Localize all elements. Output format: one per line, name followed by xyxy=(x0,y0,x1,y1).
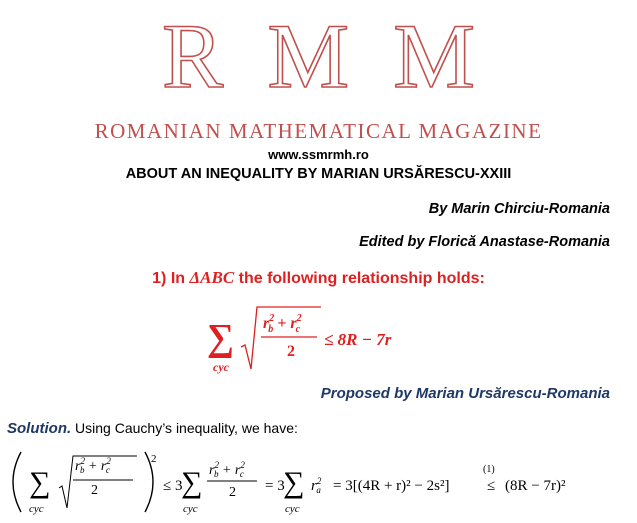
solution-intro xyxy=(7,420,298,437)
leq-3: ≤ 3 xyxy=(163,478,183,494)
leq-sign: ≤ xyxy=(487,478,496,494)
logo-letter-m1: M xyxy=(267,5,350,107)
numerator: $r^2$ $b + r^2$ c xyxy=(263,313,302,335)
left-paren xyxy=(13,452,21,512)
editor-line: Edited by Florică Anastase-Romania xyxy=(359,234,610,250)
cyc-3: cyc xyxy=(285,503,300,515)
triangle-abc: ΔABC xyxy=(189,268,235,287)
problem-prefix: 1) In xyxy=(152,270,190,287)
author-line: By Marin Chirciu-Romania xyxy=(428,201,610,217)
reference-1: (1) xyxy=(483,464,495,475)
denominator-2: 2 xyxy=(229,485,236,500)
magazine-name: ROMANIAN MATHEMATICAL MAGAZINE xyxy=(94,119,543,143)
solution-label: Solution. xyxy=(7,420,72,437)
equality-expression: = 3[(4R + r)² − 2s²] xyxy=(333,478,450,494)
problem-suffix: the following relationship holds: xyxy=(234,270,485,287)
ra-squared: $r^2$ a xyxy=(311,476,322,495)
cyc-2: cyc xyxy=(183,503,198,515)
rhs: ≤ 8R − 7r xyxy=(324,330,392,349)
logo-rmm xyxy=(0,5,637,107)
solution-text: Using Cauchy’s inequality, we have: xyxy=(71,420,298,436)
sum-sign: ∑ xyxy=(207,317,235,359)
numerator-1: $r^2$ $b + r^2$ c xyxy=(75,456,111,475)
solution-inequality xyxy=(7,448,627,520)
sum-cyc: cyc xyxy=(213,360,229,374)
logo-letter-m2: M xyxy=(393,5,475,107)
final-expression: (8R − 7r)² xyxy=(505,478,566,494)
sum-sign-3: ∑ xyxy=(283,466,305,499)
article-title: ABOUT AN INEQUALITY BY MARIAN URSĂRESCU-XXIII xyxy=(125,166,512,182)
problem-inequality xyxy=(205,303,435,378)
proposed-by: Proposed by Marian Ursărescu-Romania xyxy=(320,385,610,402)
denominator: 2 xyxy=(287,343,295,360)
website-url: www.ssmrmh.ro xyxy=(268,147,369,162)
outer-exponent: 2 xyxy=(151,453,157,465)
cyc-1: cyc xyxy=(29,503,44,515)
numerator-2: $r^2$ $b + r^2$ c xyxy=(209,460,245,479)
problem-statement xyxy=(0,268,637,288)
denominator-1: 2 xyxy=(91,483,98,498)
eq-3: = 3 xyxy=(265,478,285,494)
sum-sign-2: ∑ xyxy=(181,466,203,499)
sum-sign-1: ∑ xyxy=(29,466,51,499)
logo-letter-r: R xyxy=(162,5,224,107)
